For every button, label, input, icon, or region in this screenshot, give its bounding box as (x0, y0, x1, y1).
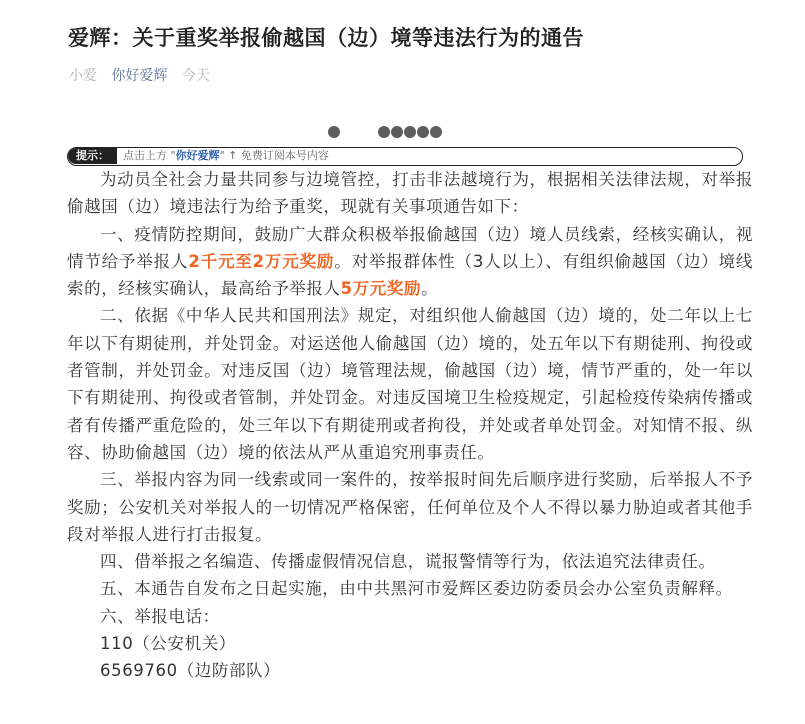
dot-icon (391, 126, 403, 138)
dot-icon (328, 126, 340, 138)
decorative-dots (0, 126, 805, 140)
reward-text-1: 一、疫情防控期间，鼓励广大群众积极举报偷越国（边）境人员线索，经核实确认，视情节给予举报人 (67, 224, 753, 271)
author-name: 小爱 (69, 68, 97, 84)
paragraph-false-report: 四、借举报之名编造、传播虚假情况信息，谎报警情等行为，依法追究法律责任。 (100, 552, 716, 572)
account-link[interactable]: 你好爱辉 (111, 68, 168, 84)
paragraph-effective: 五、本通告自发布之日起实施，由中共黑河市爱辉区委边防委员会办公室负责解释。 (100, 579, 733, 599)
dot-icon (378, 126, 390, 138)
reward-amount-1: 2千元至2万元奖励 (188, 251, 335, 271)
subscribe-tip-bar[interactable] (67, 147, 743, 166)
tip-text-before: 点击上方 " (123, 149, 176, 162)
reward-text-3: 。 (421, 279, 439, 299)
article-meta (69, 66, 220, 86)
tip-account-name[interactable]: 你好爱辉 (175, 149, 220, 162)
paragraph-order: 三、举报内容为同一线索或同一案件的，按举报时间先后顺序进行奖励，后举报人不予奖励；公安机关对举报人的一切情况严格保密，任何单位及个人不得以暴力胁迫或者其他手段对举报人进行打击报复。 (67, 470, 753, 544)
article-body (67, 166, 753, 685)
publish-date: 今天 (181, 68, 210, 84)
paragraph-law: 二、依据《中华人民共和国刑法》规定，对组织他人偷越国（边）境的，处二年以上七年以下有期徒刑，并处罚金。对运送他人偷越国（边）境的，处五年以下有期徒刑、拘役或者管制，并处罚金。对违反国（边）境管理法规，偷越国（边）境，情节严重的，处一年以下有期徒刑、拘役或者管制，并处罚金。对违反国境卫生检疫规定，引起检疫传染病传播或者有传播严重危险的，处三年以下有期徒刑或者拘役，并处或者单处罚金。对知情不报、纵容、协助偷越国（边）境的依法从严从重追究刑事责任。 (67, 306, 753, 462)
dot-icon (417, 126, 429, 138)
reward-amount-2: 5万元奖励 (340, 279, 422, 299)
paragraph-reward (67, 221, 753, 303)
tip-label: 提示： (68, 148, 117, 164)
phone-border: 6569760（边防部队） (100, 661, 281, 681)
dot-icon (404, 126, 416, 138)
tip-text-after: " ↑ 免费订阅本号内容 (219, 149, 329, 162)
paragraph-phone-heading: 六、举报电话： (100, 606, 220, 626)
dot-icon (430, 126, 442, 138)
article-title: 爱辉：关于重奖举报偷越国（边）境等违法行为的通告 (68, 26, 584, 50)
phone-police: 110（公安机关） (100, 634, 236, 654)
paragraph-intro: 为动员全社会力量共同参与边境管控，打击非法越境行为，根据相关法律法规，对举报偷越国（边）境违法行为给予重奖，现就有关事项通告如下： (67, 170, 753, 217)
reward-text-2: 。对举报群体性（3人以上）、有组织偷越国（边）境线索的，经核实确认，最高给予举报人 (67, 251, 754, 299)
